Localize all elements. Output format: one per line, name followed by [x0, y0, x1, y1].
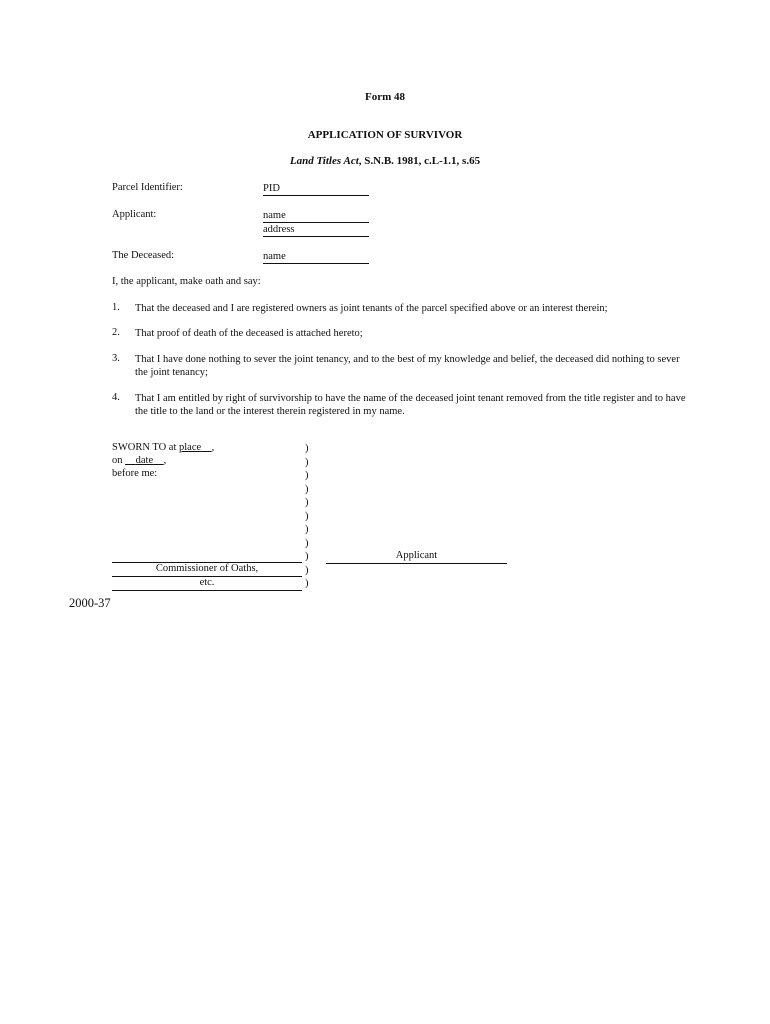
paren: ) — [305, 524, 309, 535]
paren: ) — [305, 537, 309, 549]
item-number: 4. — [112, 392, 120, 403]
item-number: 2. — [112, 327, 120, 338]
divider — [112, 590, 302, 591]
paren: ) — [305, 578, 309, 589]
sworn-at-line — [112, 442, 214, 453]
oath-item-text: That the deceased and I are registered owners as joint tenants of the parcel specified above or an interest therein; — [135, 303, 608, 314]
item-number: 3. — [112, 353, 120, 364]
act-citation — [0, 155, 770, 167]
applicant-address-field[interactable]: address — [263, 223, 369, 237]
commissioner-label-2: etc. — [199, 577, 215, 588]
applicant-label: Applicant: — [112, 209, 157, 220]
act-reference: , S.N.B. 1981, c.L-1.1, s.65 — [358, 155, 481, 167]
before-me: before me: — [112, 468, 158, 479]
sworn-date-field[interactable]: date — [135, 455, 154, 466]
form-title: APPLICATION OF SURVIVOR — [307, 129, 463, 141]
deceased-name-field[interactable]: name — [263, 250, 369, 264]
deceased-label: The Deceased: — [112, 250, 175, 261]
paren: ) — [305, 470, 309, 481]
paren: ) — [305, 510, 309, 522]
oath-item-text: That proof of death of the deceased is attached hereto; — [135, 328, 363, 339]
sworn-at-prefix: SWORN TO at — [112, 442, 179, 453]
sworn-at-suffix: , — [211, 442, 215, 453]
parcel-identifier-label: Parcel Identifier: — [112, 182, 183, 193]
form-number: Form 48 — [364, 91, 405, 103]
sworn-on-suffix: , — [163, 455, 167, 466]
form-code: 2000-37 — [69, 596, 111, 610]
applicant-name-field[interactable]: name — [263, 209, 369, 223]
paren: ) — [305, 456, 309, 468]
applicant-signature-label: Applicant — [395, 550, 438, 561]
item-number: 1. — [112, 302, 120, 313]
sworn-place-field[interactable]: place — [179, 442, 202, 453]
commissioner-label-1: Commissioner of Oaths, — [155, 563, 259, 574]
paren: ) — [305, 551, 309, 562]
paren: ) — [305, 443, 309, 454]
sworn-on-line — [112, 455, 166, 466]
oath-item-text: That I am entitled by right of survivorship to have the name of the deceased joint tenant removed from the title register and to have the title to the land or the interest therein registered in my name. — [135, 393, 686, 417]
act-name: Land Titles Act — [289, 155, 359, 167]
oath-item-text: That I have done nothing to sever the joint tenancy, and to the best of my knowledge and belief, the deceased did nothing to sever the joint tenancy; — [135, 354, 680, 378]
parcel-identifier-field[interactable]: PID — [263, 182, 369, 196]
paren: ) — [305, 483, 309, 495]
paren: ) — [305, 497, 309, 508]
paren: ) — [305, 564, 309, 576]
applicant-signature-line[interactable] — [326, 563, 507, 564]
sworn-on-prefix: on — [112, 455, 126, 466]
oath-intro: I, the applicant, make oath and say: — [112, 276, 261, 287]
